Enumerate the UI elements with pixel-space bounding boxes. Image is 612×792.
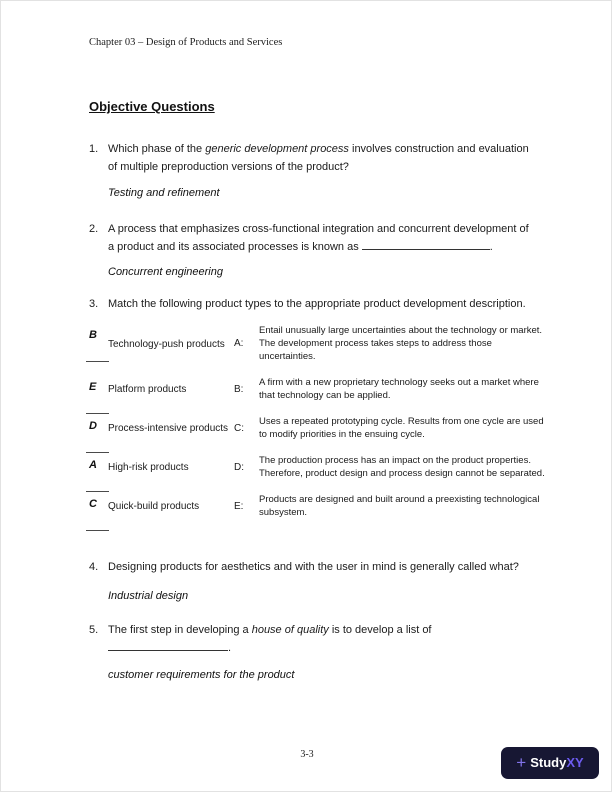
- answer-letter-cell: [86, 324, 108, 363]
- product-type: Platform products: [108, 384, 187, 395]
- question-text-part: .: [228, 642, 232, 654]
- answer-letter: B: [89, 329, 97, 341]
- answer-letter-cell: [86, 493, 108, 519]
- table-row: [86, 324, 548, 363]
- question-5: [89, 621, 534, 657]
- table-row: [86, 493, 548, 519]
- answer-blank-line: [86, 491, 109, 492]
- question-text-part: involves construction and evaluation of multiple preproduction versions of the product?: [108, 143, 529, 173]
- fill-in-blank-line: [362, 238, 490, 250]
- question-text: Match the following product types to the appropriate product development description.: [108, 298, 526, 310]
- question-text-part: A process that emphasizes cross-functional integration and concurrent development of a product and its associated processes is known as: [108, 223, 529, 253]
- option-description: Products are designed and built around a preexisting technological subsystem.: [259, 494, 540, 518]
- logo-brand-accent: XY: [566, 755, 584, 770]
- table-row: [86, 454, 548, 480]
- answer-blank-line: [86, 530, 109, 531]
- question-2: [89, 220, 534, 256]
- question-text-part: .: [489, 241, 493, 253]
- answer-letter: C: [89, 498, 97, 510]
- question-number: 1.: [89, 143, 99, 155]
- question-text: [108, 220, 534, 256]
- option-description: The production process has an impact on the product properties. Therefore, product design and process design cannot be separated.: [259, 455, 545, 479]
- answer-1: Testing and refinement: [108, 187, 220, 199]
- question-4: [89, 558, 534, 576]
- product-type: High-risk products: [108, 462, 189, 473]
- answer-letter-cell: [86, 454, 108, 480]
- answer-blank-line: [86, 361, 109, 362]
- product-type: Process-intensive products: [108, 423, 229, 434]
- answer-letter: A: [89, 459, 97, 471]
- question-number: 4.: [89, 561, 99, 573]
- option-description: A firm with a new proprietary technology seeks out a market where that technology can be applied.: [259, 377, 539, 401]
- question-3: [89, 295, 534, 313]
- table-row: [86, 415, 548, 441]
- answer-5: customer requirements for the product: [108, 669, 295, 681]
- answer-letter-cell: [86, 376, 108, 402]
- option-label: C:: [234, 422, 244, 434]
- question-text: [108, 140, 534, 176]
- matching-table: [86, 324, 548, 532]
- question-text-part: is to develop a list of: [328, 624, 432, 636]
- answer-letter: D: [89, 420, 97, 432]
- question-number: 3.: [89, 298, 99, 310]
- answer-letter: E: [89, 381, 97, 393]
- fill-in-blank-line: [108, 639, 228, 651]
- option-label: B:: [234, 383, 244, 395]
- option-label: A:: [234, 338, 244, 349]
- section-title: Objective Questions: [89, 99, 215, 114]
- question-number: 5.: [89, 624, 99, 636]
- question-text-italic: house of quality: [251, 624, 329, 636]
- answer-letter-cell: [86, 415, 108, 441]
- product-type: Quick-build products: [108, 501, 200, 512]
- logo-brand-primary: Study: [530, 755, 567, 770]
- question-text-part: The first step in developing a: [108, 624, 252, 636]
- option-label: D:: [234, 461, 244, 473]
- question-text: [108, 621, 534, 657]
- studyxy-logo: [501, 747, 599, 779]
- page-number: 3-3: [300, 749, 314, 760]
- option-description: Entail unusually large uncertainties about the technology or market. The development process takes steps to address those uncertainties.: [259, 325, 543, 362]
- option-description: Uses a repeated prototyping cycle. Results from one cycle are used to modify priorities in the ensuing cycle.: [259, 416, 544, 440]
- question-text-part: Which phase of the: [108, 143, 206, 155]
- logo-text: [530, 754, 583, 772]
- question-text: Designing products for aesthetics and with the user in mind is generally called what?: [108, 561, 519, 573]
- option-label: E:: [234, 500, 244, 512]
- question-text-italic: generic development process: [205, 143, 349, 155]
- answer-2: Concurrent engineering: [108, 266, 223, 278]
- table-row: [86, 376, 548, 402]
- product-type: Technology-push products: [108, 338, 225, 350]
- answer-blank-line: [86, 413, 109, 414]
- question-number: 2.: [89, 223, 99, 235]
- question-1: [89, 140, 534, 176]
- answer-blank-line: [86, 452, 109, 453]
- plus-icon: +: [516, 753, 527, 772]
- chapter-header: Chapter 03 – Design of Products and Services: [89, 37, 283, 48]
- answer-4: Industrial design: [108, 590, 189, 602]
